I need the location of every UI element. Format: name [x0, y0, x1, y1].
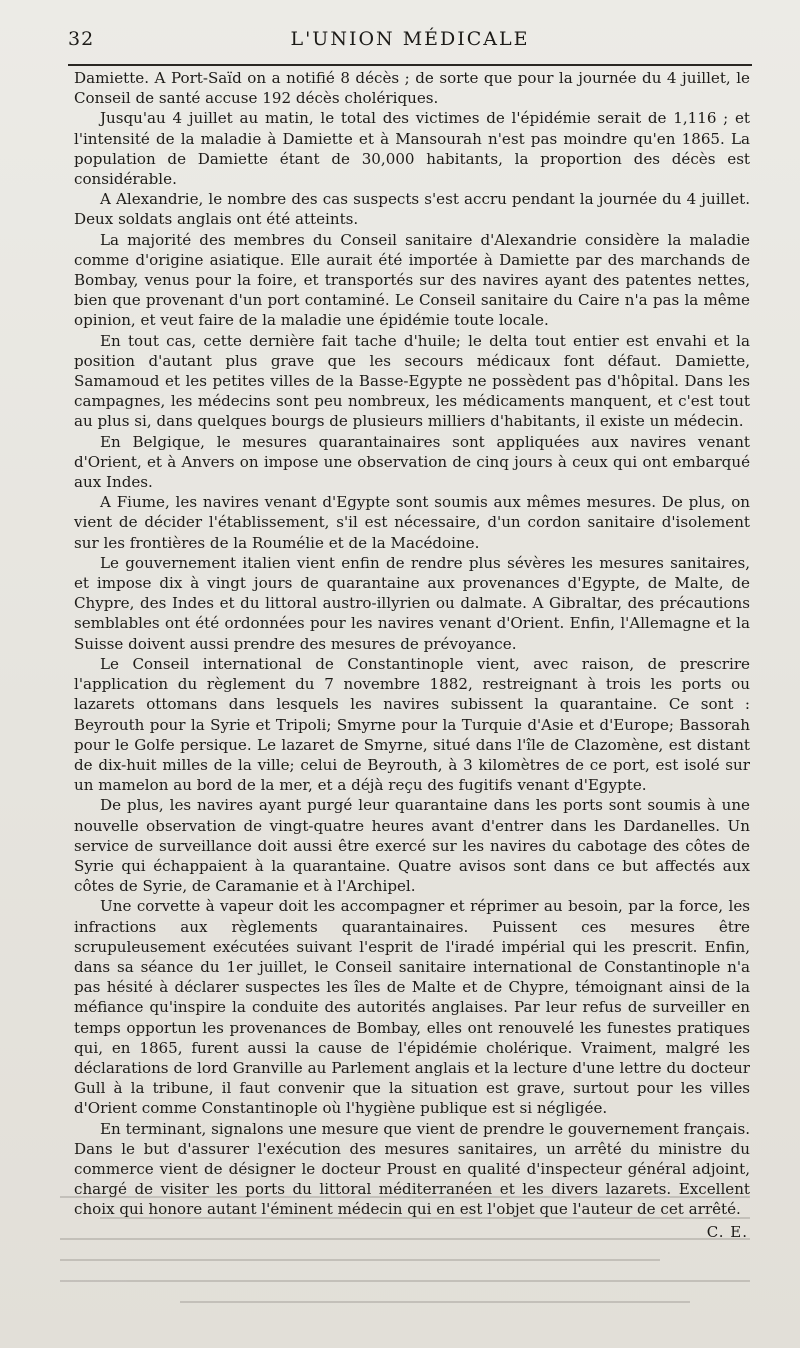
- paragraph: En tout cas, cette dernière fait tache d'huile; le delta tout entier est envahi et la position d'autant plus grave que les secours médicaux font défaut. Damiette, Samamoud et les petites villes de la Basse-Egypte ne possèdent pas d'hôpital. Dans les campagnes, les médecins sont peu nombreux, les médicaments manquent, et c'est tout au plus si, dans quelques bourgs de plusieurs milliers d'habitants, il existe un médecin.: [74, 331, 750, 431]
- paragraph: De plus, les navires ayant purgé leur quarantaine dans les ports sont soumis à une nouvelle observation de vingt-quatre heures avant d'entrer dans les Dardanelles. Un service de surveillance doit aussi être exercé sur les navires du cabotage des côtes de Syrie qui échappaient à la quarantaine. Quatre avisos sont dans ce but affectés aux côtes de Syrie, de Caramanie et à l'Archipel.: [74, 796, 750, 896]
- paragraph: En terminant, signalons une mesure que vient de prendre le gouvernement français. Dans le but d'assurer l'exécution des mesures sanitaires, un arrêté du ministre du commerce vient de désigner le docteur Proust en qualité d'inspecteur général adjoint, chargé de visiter les ports du littoral méditerranéen et les divers lazarets. Excellent choix qui honore autant l'éminent médecin qui en est l'objet que l'auteur de cet arrêté.: [74, 1119, 750, 1219]
- article-body: [74, 68, 750, 1242]
- journal-title: L'UNION MÉDICALE: [290, 28, 530, 50]
- show-through-texture: [60, 1196, 750, 1336]
- author-signature: C. E.: [706, 1222, 748, 1241]
- paragraph: Jusqu'au 4 juillet au matin, le total des victimes de l'épidémie serait de 1,116 ; et l'intensité de la maladie à Damiette et à Mansourah n'est pas moindre qu'en 1865. La population de Damiette étant de 30,000 habitants, la proportion des décès est considérable.: [74, 109, 750, 189]
- page-header: [68, 20, 752, 66]
- paragraph: La majorité des membres du Conseil sanitaire d'Alexandrie considère la maladie comme d'origine asiatique. Elle aurait été importée à Damiette par des marchands de Bombay, venus pour la foire, et transportés sur des navires ayant des patentes nettes, bien que provenant d'un port contaminé. Le Conseil sanitaire du Caire n'a pas la même opinion, et veut faire de la maladie une épidémie toute locale.: [74, 230, 750, 330]
- paragraph: A Alexandrie, le nombre des cas suspects s'est accru pendant la journée du 4 juillet. Deux soldats anglais ont été atteints.: [74, 190, 750, 229]
- paragraph: Damiette. A Port-Saïd on a notifié 8 décès ; de sorte que pour la journée du 4 juillet, le Conseil de santé accuse 192 décès cholériques.: [74, 69, 750, 108]
- page-number: 32: [68, 28, 95, 50]
- paragraph: Une corvette à vapeur doit les accompagner et réprimer au besoin, par la force, les infractions aux règlements quarantainaires. Puissent ces mesures être scrupuleusement exécutées suivant l'esprit de l'iradé impérial qui les prescrit. Enfin, dans sa séance du 1er juillet, le Conseil sanitaire international de Constantinople n'a pas hésité à déclarer suspectes les îles de Malte et de Chypre, témoignant ainsi de la méfiance qu'inspire la conduite des autorités anglaises. Par leur refus de surveiller en temps opportun les provenances de Bombay, elles ont renouvelé les funestes pratiques qui, en 1865, furent aussi la cause de l'épidémie cholérique. Vraiment, malgré les déclarations de lord Granville au Parlement anglais et la lecture d'une lettre du docteur Gull à la tribune, il faut convenir que la situation est grave, surtout pour les villes d'Orient comme Constantinople où l'hygiène publique est si négligée.: [74, 897, 750, 1118]
- paragraph: Le gouvernement italien vient enfin de rendre plus sévères les mesures sanitaires, et impose dix à vingt jours de quarantaine aux provenances d'Egypte, de Malte, de Chypre, des Indes et du littoral austro-illyrien ou dalmate. A Gibraltar, des précautions semblables ont été ordonnées pour les navires venant d'Orient. Enfin, l'Allemagne et la Suisse doivent aussi prendre des mesures de prévoyance.: [74, 553, 750, 653]
- paragraph: Le Conseil international de Constantinople vient, avec raison, de prescrire l'application du règlement du 7 novembre 1882, restreignant à trois les ports ou lazarets ottomans dans lesquels les navires subissent la quarantaine. Ce sont : Beyrouth pour la Syrie et Tripoli; Smyrne pour la Turquie d'Asie et d'Europe; Bassorah pour le Golfe persique. Le lazaret de Smyrne, situé dans l'île de Clazomène, est distant de dix-huit milles de la ville; celui de Beyrouth, à 3 kilomètres de ce port, est isolé sur un mamelon au bord de la mer, et a déjà reçu des fugitifs venant d'Egypte.: [74, 654, 750, 795]
- paragraph: En Belgique, le mesures quarantainaires sont appliquées aux navires venant d'Orient, et à Anvers on impose une observation de cinq jours à ceux qui ont embarqué aux Indes.: [74, 432, 750, 492]
- paragraph: A Fiume, les navires venant d'Egypte sont soumis aux mêmes mesures. De plus, on vient de décider l'établissement, s'il est nécessaire, d'un cordon sanitaire d'isolement sur les frontières de la Roumélie et de la Macédoine.: [74, 493, 750, 552]
